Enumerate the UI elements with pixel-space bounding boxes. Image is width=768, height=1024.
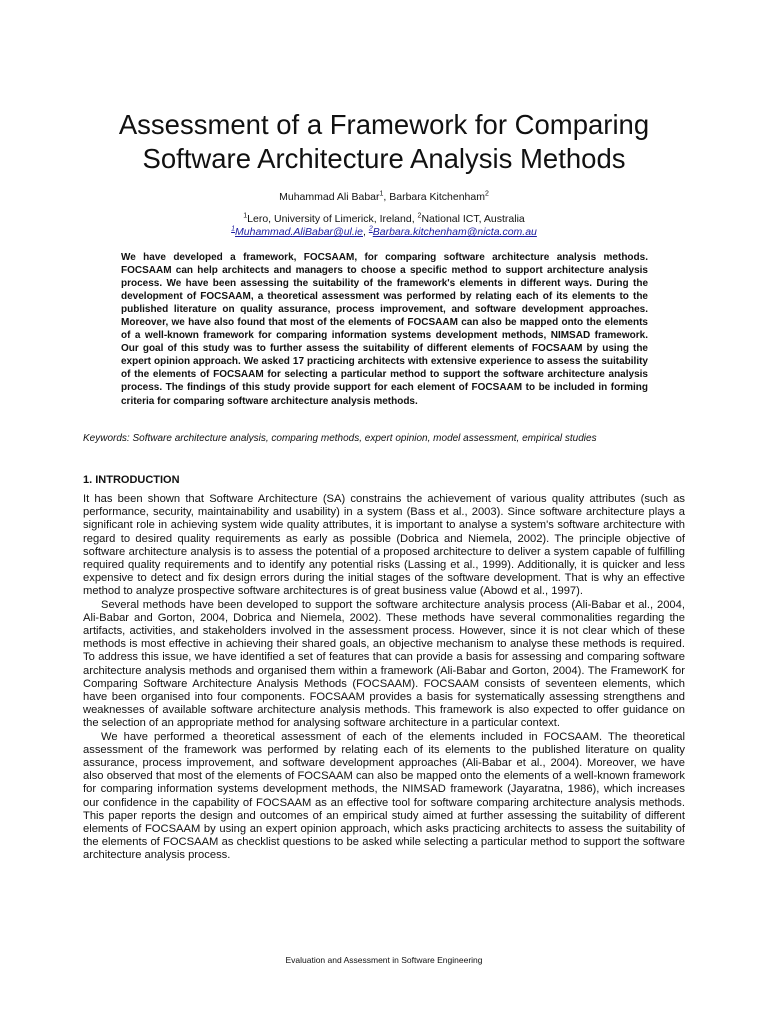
authors bbox=[0, 190, 768, 204]
author-2: Barbara Kitchenham bbox=[389, 191, 485, 203]
email-2-sup: 2 bbox=[368, 225, 373, 233]
author-1: Muhammad Ali Babar bbox=[279, 191, 380, 203]
introduction-body bbox=[83, 493, 685, 863]
paper-title bbox=[60, 108, 708, 176]
affiliation-line bbox=[0, 213, 768, 226]
affiliation-1: Lero, University of Limerick, Ireland, bbox=[247, 213, 418, 225]
email-1-sup: 1 bbox=[231, 225, 236, 233]
affiliation-1-sup: 1 bbox=[243, 212, 248, 220]
affiliation-2-sup: 2 bbox=[417, 212, 422, 220]
author-2-sup: 2 bbox=[484, 190, 489, 198]
author-1-sup: 1 bbox=[379, 190, 384, 198]
section-heading-introduction: 1. INTRODUCTION bbox=[83, 474, 180, 486]
title-line-2: Software Architecture Analysis Methods bbox=[142, 143, 626, 174]
paragraph-3: We have performed a theoretical assessment of each of the elements included in FOCSAAM. The theoretical assessment of the framework was performed by relating each of its elements to the published literature on quality assurance, process improvement, and software development approaches (Ali-Babar et al., 2004). Moreover, we have also observed that most of the elements of FOCSAAM can also be mapped onto the elements of a well-known framework for comparing information systems development methods, the NIMSAD framework (Jayaratna, 1986), which increases our confidence in the capability of FOCSAAM as an effective tool for software comparing architecture analysis methods. This paper reports the design and outcomes of an empirical study aimed at further assessing the suitability of different elements of FOCSAAM by using an expert opinion approach, which asks practicing architects to assess the suitability of the elements of FOCSAAM as checklist questions to be asked while selecting a particular method to support the software architecture analysis process. bbox=[83, 730, 685, 862]
title-line-1: Assessment of a Framework for Comparing bbox=[118, 109, 650, 140]
email-line bbox=[0, 226, 768, 239]
affiliations bbox=[0, 213, 768, 239]
abstract: We have developed a framework, FOCSAAM, for comparing software architecture analysis methods. FOCSAAM can help architects and managers to choose a specific method to support architecture analysis process. We have been assessing the suitability of the framework's elements in different ways. During the development of FOCSAAM, a theoretical assessment was performed by relating each of its elements to the published literature on quality assurance, process improvement, and software development approaches. Moreover, we have also found that most of the elements of FOCSAAM can also be mapped onto the elements of a well-known framework for comparing information systems development methods, NIMSAD framework. Our goal of this study was to further assess the suitability of different elements of FOCSAAM by using the expert opinion approach. We asked 17 practicing architects with extensive experience to assess the suitability of the elements of FOCSAAM for selecting a particular method to support the software architecture analysis process. The findings of this study provide support for each element of FOCSAAM to be included in forming criteria for comparing software architecture analysis methods. bbox=[121, 252, 648, 407]
paragraph-1: It has been shown that Software Architecture (SA) constrains the achievement of various quality attributes (such as performance, security, maintainability and usability) in a system (Bass et al., 2003). Since software architecture plays a significant role in achieving system wide quality attributes, it is important to analyse a system's software architecture with regard to desired quality requirements as early as possible (Dobrica and Niemela, 2002). The principle objective of software architecture analysis is to assess the potential of a proposed architecture to deliver a system capable of fulfilling required quality requirements and to identify any potential risks (Lassing et al., 1999). Additionally, it is quicker and less expensive to detect and fix design errors during the initial stages of the software development. That is why an effective method to analyze prospective software architectures is of great business value (Abowd et al., 1997). bbox=[83, 493, 685, 598]
email-separator: , bbox=[362, 226, 369, 238]
email-link-1[interactable]: Muhammad.AliBabar@ul.ie bbox=[235, 226, 363, 238]
page-footer: Evaluation and Assessment in Software Engineering bbox=[285, 955, 483, 965]
paragraph-2: Several methods have been developed to support the software architecture analysis process (Ali-Babar et al., 2004, Ali-Babar and Gorton, 2004, Dobrica and Niemela, 2002). These methods have several commonalities regarding the artifacts, activities, and stakeholders involved in the assessment process. However, since it is not clear which of these methods is most effective in achieving their shared goals, an objective mechanism to analyse these methods is required. To address this issue, we have identified a set of features that can provide a basis for assessing and comparing software architecture analysis methods and organised them within a framework (Ali-Babar and Gorton, 2004). The FrameworK for Comparing Software Architecture Analysis Methods (FOCSAAM). FOCSAAM consists of seventeen elements, which have been organised into four components. FOCSAAM provides a basis for systematically assessing strengthens and weaknesses of available software architecture analysis methods. This framework is also expected to offer guidance on the selection of an appropriate method for analysing software architecture in a particular context. bbox=[83, 598, 685, 730]
affiliation-2: National ICT, Australia bbox=[421, 213, 525, 225]
author-separator: , bbox=[383, 191, 390, 203]
keywords: Keywords: Software architecture analysis, comparing methods, expert opinion, model assessment, empirical studies bbox=[83, 433, 597, 444]
email-link-2[interactable]: Barbara.kitchenham@nicta.com.au bbox=[372, 226, 537, 238]
